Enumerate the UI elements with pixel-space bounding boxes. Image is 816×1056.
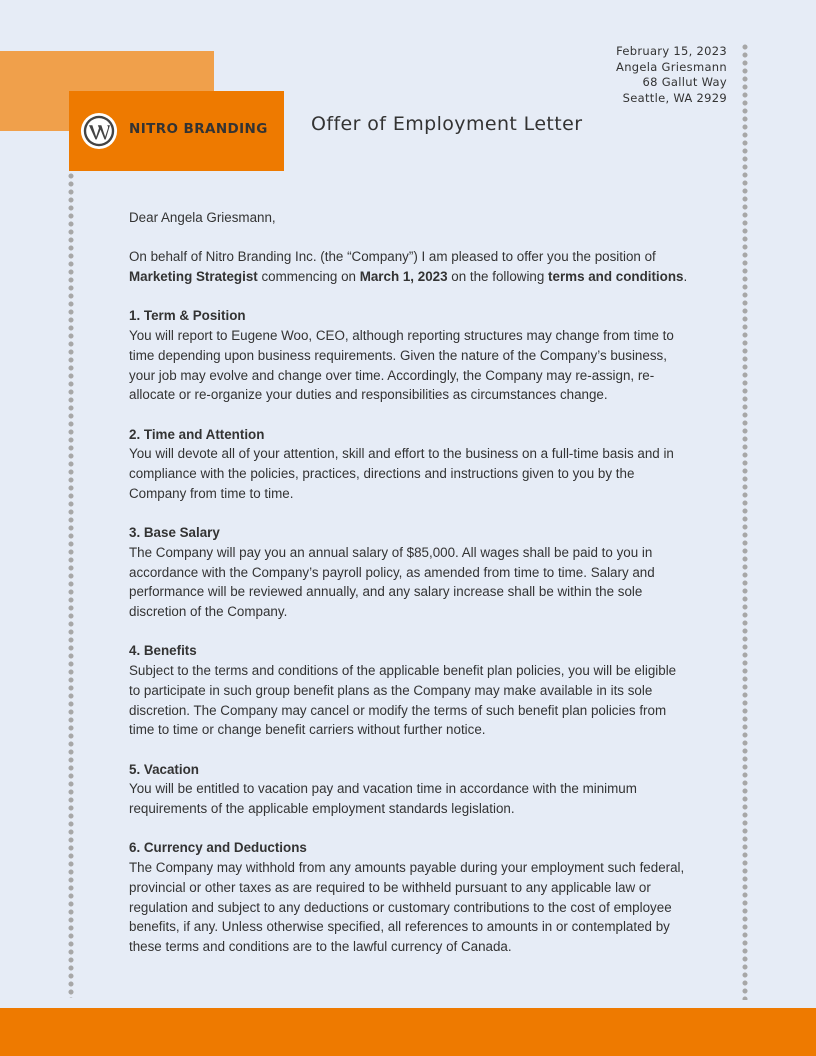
letter-date: February 15, 2023 (616, 44, 727, 58)
section-title: 5. Vacation (129, 761, 199, 777)
section-base-salary (129, 523, 689, 622)
left-dotted-border (68, 172, 74, 998)
intro-text: commencing on (257, 269, 360, 285)
letter-body (129, 208, 689, 976)
section-title: 4. Benefits (129, 643, 197, 659)
section-title: 2. Time and Attention (129, 426, 265, 442)
recipient-city: Seattle, WA 2929 (622, 90, 727, 105)
section-body: Subject to the terms and conditions of the applicable benefit plan policies, you will be eligible to participate in such group benefit plans as the Company may make available in its sole discretion. The Company may cancel or modify the terms of such benefit plan policies from time to time or change benefit carriers without further notice. (129, 663, 677, 738)
intro-paragraph (129, 247, 689, 286)
start-date: March 1, 2023 (359, 269, 448, 285)
section-body: You will be entitled to vacation pay and vacation time in accordance with the minimum requirements of the applicable employment standards legislation. (129, 781, 637, 816)
section-title: 6. Currency and Deductions (129, 840, 307, 856)
recipient-name: Angela Griesmann (616, 59, 727, 74)
letter-title: Offer of Employment Letter (311, 113, 583, 135)
section-term-position (129, 306, 689, 405)
wordpress-logo-icon (80, 112, 118, 150)
brand-header (69, 91, 284, 171)
section-time-attention (129, 425, 689, 504)
section-vacation (129, 760, 689, 819)
section-body: The Company may withhold from any amounts payable during your employment such federal, provincial or other taxes as are required to be withheld pursuant to any applicable law or regulation and subject to any deductions or customary contributions to the cost of employee benefits, if any. Unless otherwise specified, all references to amounts in or contemplated by these terms and conditions are to the lawful currency of Canada. (129, 860, 685, 954)
section-body: You will devote all of your attention, skill and effort to the business on a full-time basis and in compliance with the policies, practices, directions and instructions given to you by the Company from time to time. (129, 446, 674, 501)
section-title: 1. Term & Position (129, 308, 246, 324)
terms-phrase: terms and conditions (548, 269, 684, 285)
position-name: Marketing Strategist (129, 269, 258, 285)
section-title: 3. Base Salary (129, 525, 220, 541)
section-body: You will report to Eugene Woo, CEO, although reporting structures may change from time to time depending upon business requirements. Given the nature of the Company’s business, your job may evolve and change over time. Accordingly, the Company may re-assign, re-allocate or re-organize your duties and responsibilities as circumstances change. (129, 328, 674, 403)
right-dotted-border (742, 43, 748, 1000)
footer-band (0, 1008, 816, 1056)
section-benefits (129, 641, 689, 740)
intro-text: . (683, 269, 688, 285)
recipient-address-block (616, 44, 727, 106)
intro-text: on the following (447, 269, 549, 285)
recipient-street: 68 Gallut Way (642, 75, 727, 89)
brand-name: NITRO BRANDING (129, 121, 268, 137)
section-currency-deductions (129, 838, 689, 956)
greeting: Dear Angela Griesmann, (129, 210, 276, 225)
section-body: The Company will pay you an annual salary of $85,000. All wages shall be paid to you in accordance with the Company’s payroll policy, as amended from time to time. Salary and performance will be reviewed annually, and any salary increase shall be within the sole discretion of the Company. (129, 544, 655, 619)
intro-text: On behalf of Nitro Branding Inc. (the “Company”) I am pleased to offer you the position of (129, 249, 656, 265)
